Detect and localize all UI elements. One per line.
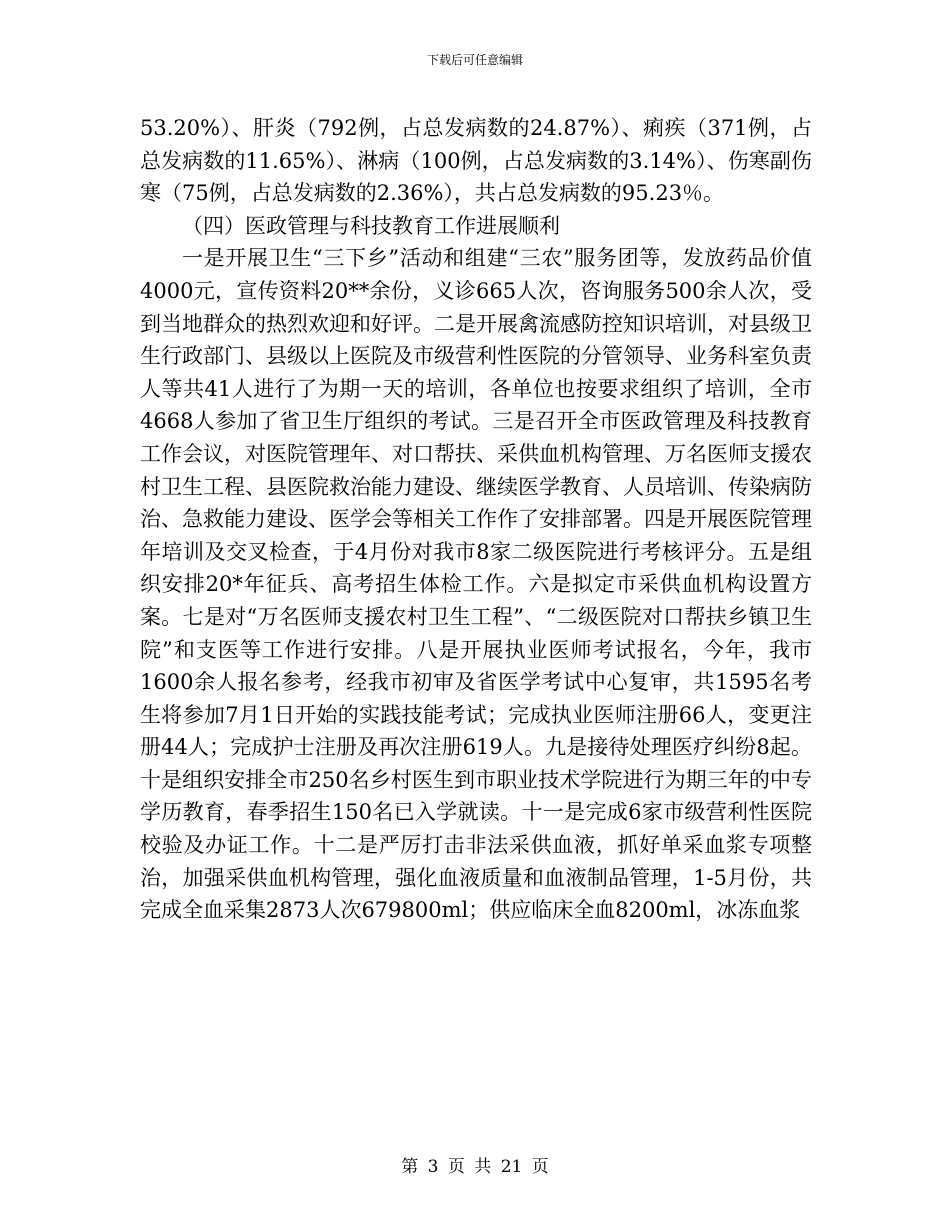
paragraph-main: 一是开展卫生“三下乡”活动和组建“三农”服务团等，发放药品价值4000元，宣传资料20**余份，义诊665人次，咨询服务500余人次，受到当地群众的热烈欢迎和好评。二是开展禽流感防控知识培训，对县级卫生行政部门、县级以上医院及市级营利性医院的分管领导、业务科室负责人等共41人进行了为期一天的培训，各单位也按要求组织了培训，全市4668人参加了省卫生厅组织的考试。三是召开全市医政管理及科技教育工作会议，对医院管理年、对口帮扶、采供血机构管理、万名医师支援农村卫生工程、县医院救治能力建设、继续医学教育、人员培训、传染病防治、急救能力建设、医学会等相关工作作了安排部署。四是开展医院管理年培训及交叉检查，于4月份对我市8家二级医院进行考核评分。五是组织安排20*年征兵、高考招生体检工作。六是拟定市采供血机构设置方案。七是对“万名医师支援农村卫生工程”、“二级医院对口帮扶乡镇卫生院”和支医等工作进行安排。八是开展执业医师考试报名，今年，我市1600余人报名参考，经我市初审及省医学考试中心复审，共1595名考生将参加7月1日开始的实践技能考试；完成执业医师注册66人，变更注册44人；完成护士注册及再次注册619人。九是接待处理医疗纠纷8起。十是组织安排全市250名乡村医生到市职业技术学院进行为期三年的中专学历教育，春季招生150名已入学就读。十一是完成6家市级营利性医院校验及办证工作。十二是严厉打击非法采供血液，抓好单采血浆专项整治，加强采供血机构管理，强化血液质量和血液制品管理，1-5月份，共完成全血采集2873人次679800ml；供应临床全血8200ml，冰冻血浆 bbox=[140, 246, 812, 923]
page-footer: 第 3 页 共 21 页 bbox=[401, 1157, 549, 1177]
section-heading: （四）医政管理与科技教育工作进展顺利 bbox=[182, 213, 560, 238]
page-header: 下载后可任意编辑 bbox=[426, 53, 523, 67]
document-body bbox=[140, 112, 812, 927]
paragraph-continued: 53.20%）、肝炎（792例，占总发病数的24.87%）、痢疾（371例，占总发病数的11.65%）、淋病（100例，占总发病数的3.14%）、伤寒副伤寒（75例，占总发病数的2.36%），共占总发病数的95.23％。 bbox=[140, 116, 812, 206]
